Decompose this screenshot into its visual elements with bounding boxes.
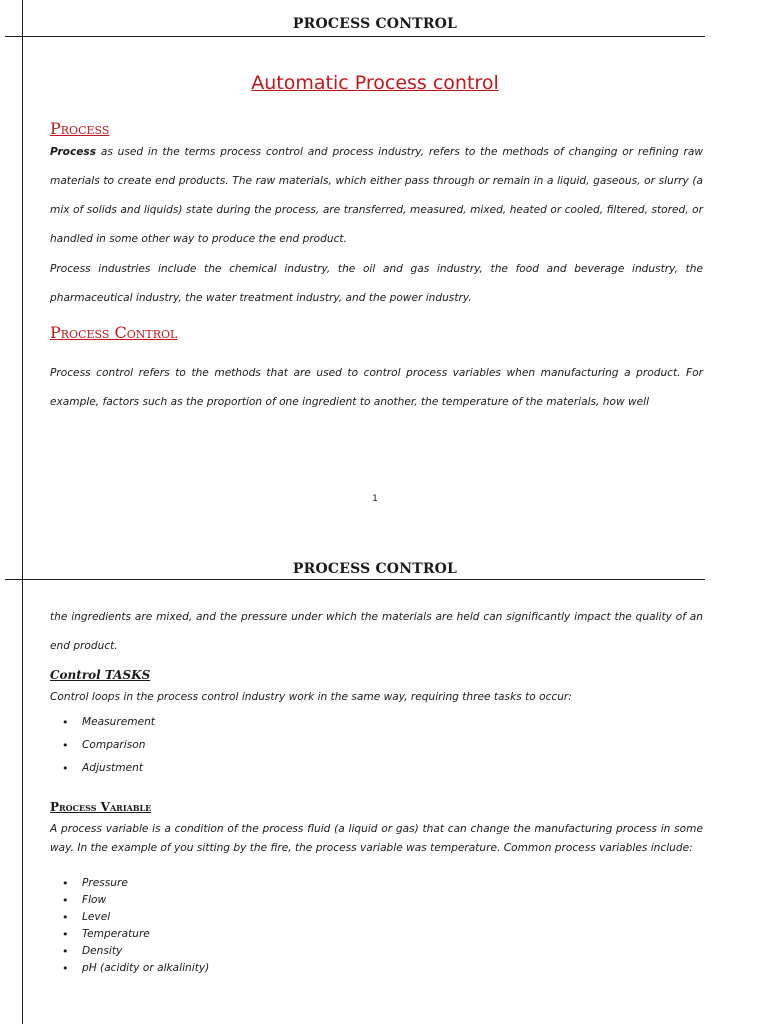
page-header: PROCESS CONTROL — [292, 561, 458, 577]
section-heading-process-variable: Process Variable — [50, 800, 152, 814]
process-variable-paragraph: A process variable is a condition of the process fluid (a liquid or gas) that can change the manufacturing process in some way. In the example of you sitting by the fire, the process variable was temperature. Common process variables include: — [50, 823, 703, 854]
list-item: • Density — [62, 945, 209, 957]
process-control-paragraph: Process control refers to the methods that are used to control process variables when manufacturing a product. For example, factors such as the proportion of one ingredient to another, the temperature of the materials, how well — [50, 367, 703, 408]
page-number: 1 — [372, 494, 378, 504]
list-item: • Comparison — [62, 739, 155, 751]
variables-list — [62, 877, 209, 974]
page-header: PROCESS CONTROL — [292, 16, 458, 32]
tasks-list — [62, 716, 155, 774]
process-lead-word: Process — [50, 146, 97, 158]
process-paragraph-text: as used in the terms process control and process industry, refers to the methods of changing or refining raw materials to create end products. The raw materials, which either pass through or remain in a liquid, gaseous, or slurry (a mix of solids and liquids) state during the process, are transferred, measured, mixed, heated or cooled, filtered, stored, or handled in some other way to produce the end product. — [50, 146, 703, 245]
list-item: • Measurement — [62, 716, 155, 728]
process-industries-paragraph: Process industries include the chemical industry, the oil and gas industry, the food and beverage industry, the pharmaceutical industry, the water treatment industry, and the power industry. — [50, 263, 703, 304]
list-item: • Flow — [62, 894, 209, 906]
section-heading-process: Process — [50, 119, 110, 138]
list-item: • Level — [62, 911, 209, 923]
tasks-intro: Control loops in the process control industry work in the same way, requiring three tasks to occur: — [50, 691, 572, 703]
section-heading-process-control: Process Control — [50, 323, 178, 342]
list-item: • pH (acidity or alkalinity) — [62, 962, 209, 974]
page-margin-line — [22, 0, 23, 1024]
list-item: • Adjustment — [62, 762, 155, 774]
continuation-paragraph: the ingredients are mixed, and the pressure under which the materials are held can significantly impact the quality of an end product. — [50, 611, 703, 652]
header-rule — [5, 36, 705, 37]
list-item: • Pressure — [62, 877, 209, 889]
list-item: • Temperature — [62, 928, 209, 940]
process-paragraph — [50, 138, 703, 254]
section-heading-control-tasks: Control TASKS — [50, 668, 151, 682]
header-rule — [5, 579, 705, 580]
document-title: Automatic Process control — [251, 72, 499, 94]
